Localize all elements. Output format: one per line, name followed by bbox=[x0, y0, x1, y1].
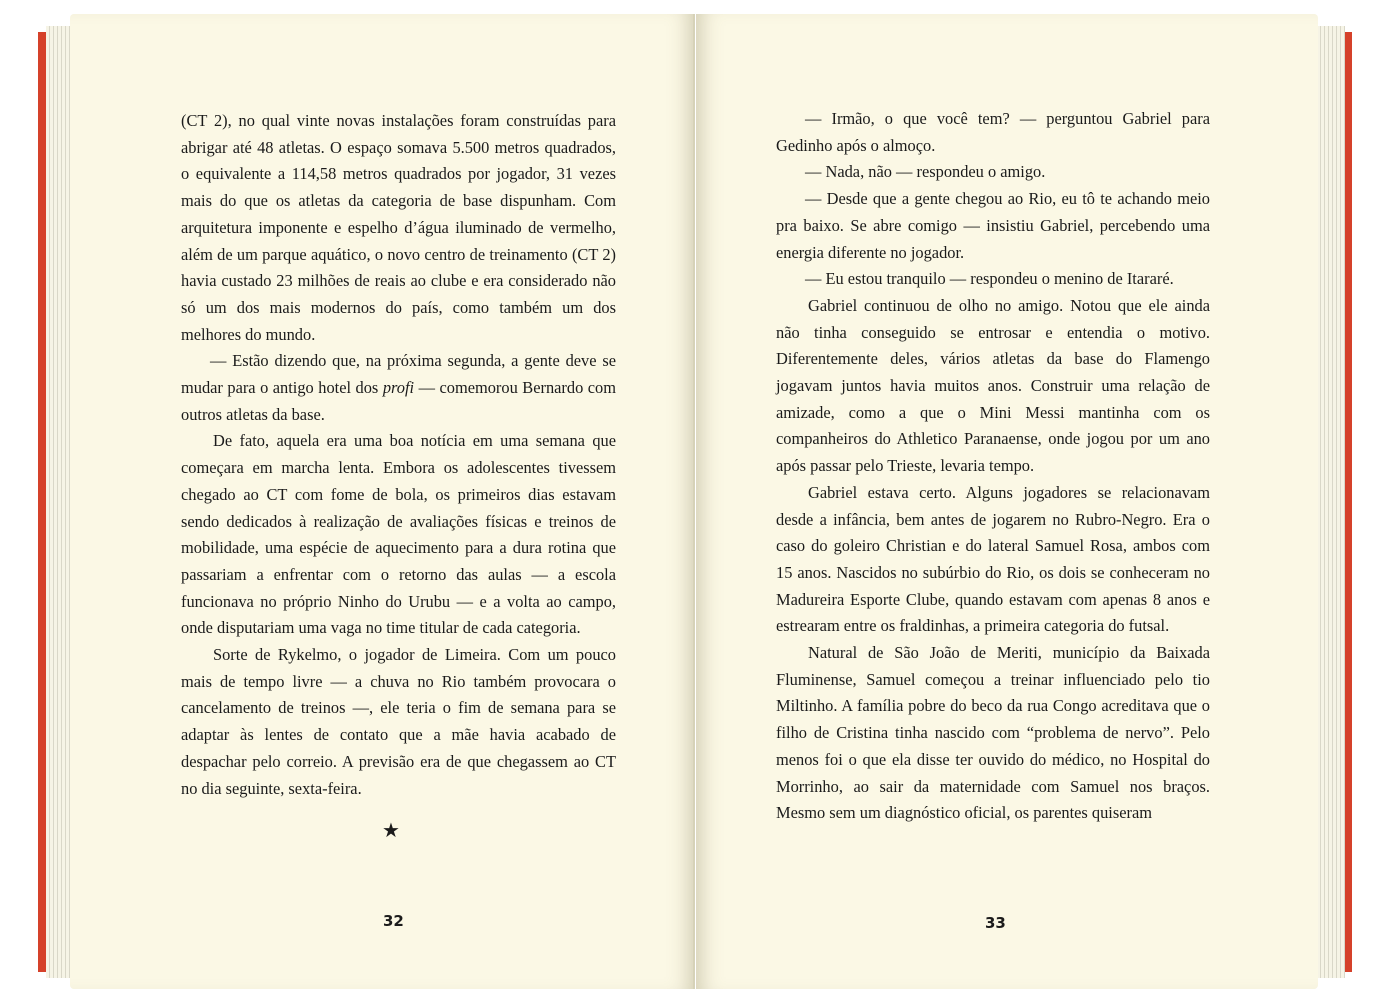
section-separator-star-icon: ★ bbox=[382, 818, 400, 842]
paragraph-dialog: — Eu estou tranquilo — respondeu o menino de Itararé. bbox=[805, 269, 1174, 289]
right-page bbox=[696, 14, 1318, 989]
dialog-text: — comemorou Bernardo com outros atletas da base. bbox=[181, 378, 616, 424]
italic-term: profi bbox=[382, 378, 415, 398]
dialog-text: — Estão dizendo que, na próxima segunda, a gente deve se mudar para o antigo hotel dos bbox=[181, 351, 616, 398]
left-page-body bbox=[181, 108, 616, 802]
paragraph: Gabriel estava certo. Alguns jogadores se relacionavam desde a infância, bem antes de jogarem no Rubro-Negro. Era o caso do goleiro Christian e do lateral Samuel Rosa, ambos com 15 anos. Nascidos no subúrbio do Rio, os dois se conheceram no Madureira Esporte Clube, quando estavam com apenas 8 anos e estrearam entre os fraldinhas, a primeira categoria do futsal. bbox=[776, 482, 1210, 636]
left-page-edge bbox=[38, 32, 46, 972]
right-page-edge bbox=[1344, 32, 1352, 972]
paragraph: (CT 2), no qual vinte novas instalações foram construídas para abrigar até 48 atletas. O espaço somava 5.500 metros quadrados, o equivalente a 114,58 metros quadrados por jogador, 31 vezes mais do que os atletas da categoria de base dispunham. Com arquitetura imponente e espelho d’água iluminado de vermelho, além de um parque aquático, o novo centro de treinamento (CT 2) havia custado 23 milhões de reais ao clube e era considerado não só um dos mais modernos do país, como também um dos melhores do mundo. bbox=[181, 111, 616, 344]
paragraph: Gabriel continuou de olho no amigo. Notou que ele ainda não tinha conseguido se entrosar e entendia o motivo. Diferentemente deles, vários atletas da base do Flamengo jogavam juntos havia muitos anos. Construir uma relação de amizade, como a que o Mini Messi mantinha com os companheiros do Athletico Paranaense, onde jogou por um ano após passar pelo Trieste, levaria tempo. bbox=[776, 295, 1210, 476]
paragraph-dialog bbox=[181, 348, 616, 428]
left-page bbox=[70, 14, 694, 989]
paragraph-dialog: — Irmão, o que você tem? — perguntou Gabriel para Gedinho após o almoço. bbox=[776, 109, 1210, 155]
paragraph-dialog: — Desde que a gente chegou ao Rio, eu tô te achando meio pra baixo. Se abre comigo — insistiu Gabriel, percebendo uma energia diferente no jogador. bbox=[776, 189, 1210, 262]
page-number: 33 bbox=[985, 914, 1006, 932]
gutter bbox=[693, 14, 695, 989]
paragraph-dialog: — Nada, não — respondeu o amigo. bbox=[805, 162, 1046, 182]
right-page-body bbox=[776, 106, 1210, 827]
page-number: 32 bbox=[383, 912, 404, 930]
paragraph: Natural de São João de Meriti, município da Baixada Fluminense, Samuel começou a treinar influenciado pelo tio Miltinho. A família pobre do beco da rua Congo acreditava que o filho de Cristina tinha nascido com “problema de nervo”. Pelo menos foi o que ela disse ter ouvido do médico, no Hospital do Morrinho, ao sair da maternidade com Samuel nos braços. Mesmo sem um diagnóstico oficial, os parentes quiseram bbox=[776, 643, 1210, 823]
paragraph: Sorte de Rykelmo, o jogador de Limeira. Com um pouco mais de tempo livre — a chuva no Rio também provocara o cancelamento de treinos —, ele teria o fim de semana para se adaptar às lentes de contato que a mãe havia acabado de despachar pelo correio. A previsão era de que chegassem ao CT no dia seguinte, sexta-feira. bbox=[181, 645, 616, 798]
paragraph: De fato, aquela era uma boa notícia em uma semana que começara em marcha lenta. Embora os adolescentes tivessem chegado ao CT com fome de bola, os primeiros dias estavam sendo dedicados à realização de avaliações físicas e treinos de mobilidade, uma espécie de aquecimento para a dura rotina que passariam a enfrentar com o retorno das aulas — a escola funcionava no próprio Ninho do Urubu — e a volta ao campo, onde disputariam uma vaga no time titular de cada categoria. bbox=[181, 431, 616, 638]
